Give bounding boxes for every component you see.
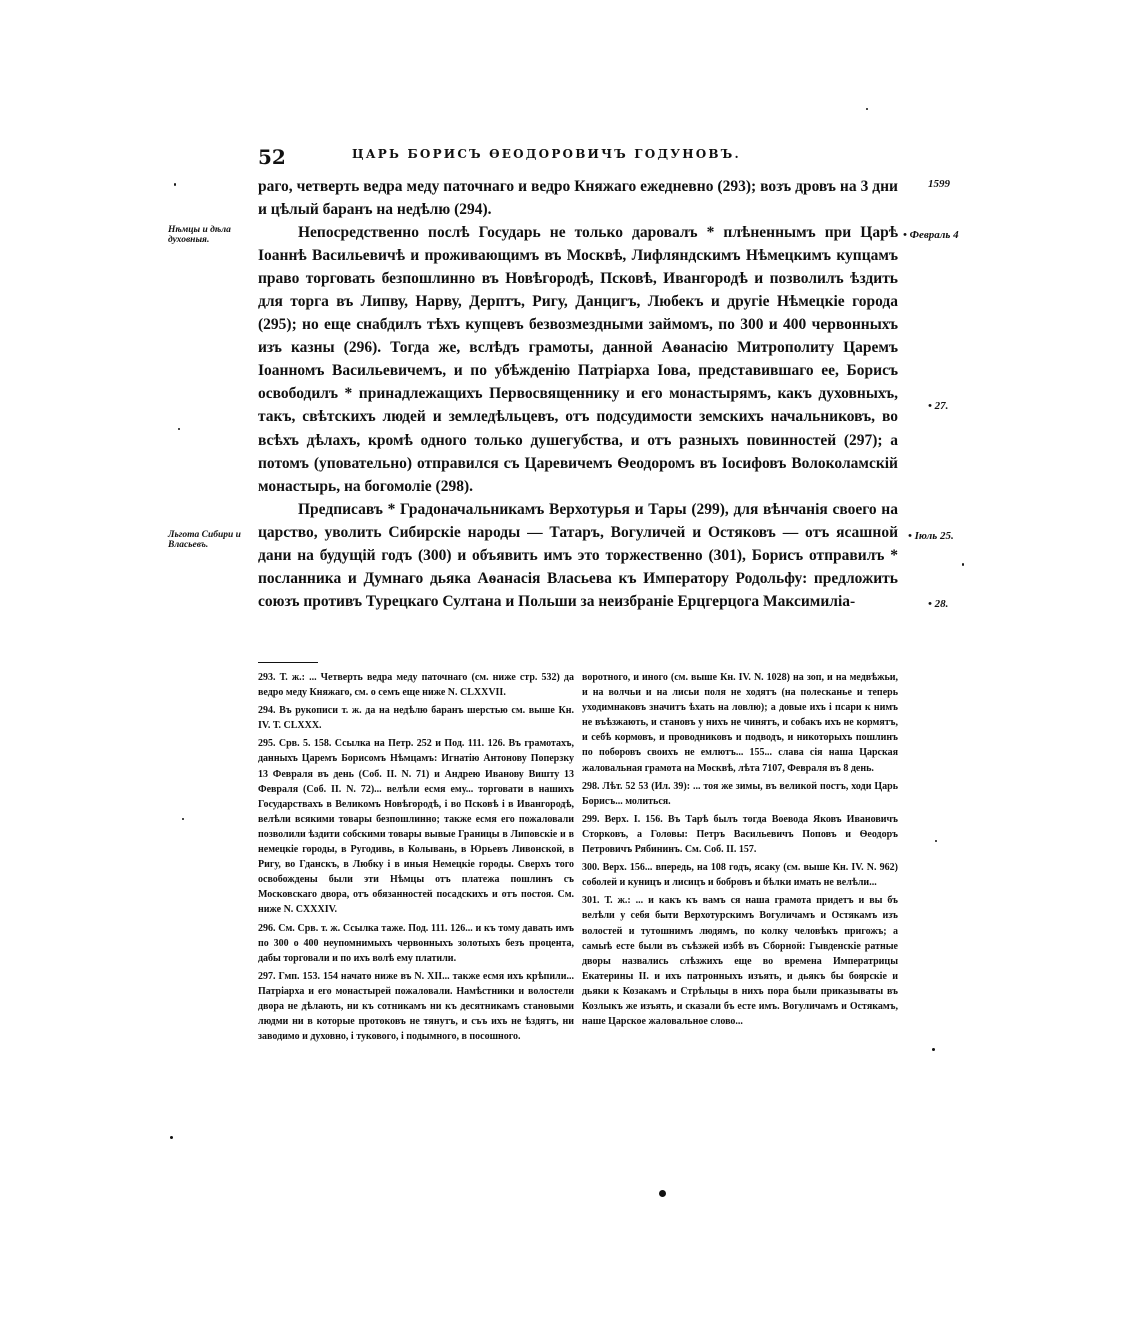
footnote-300: 300. Верх. 156... впередь, на 108 годъ, ясаку (см. выше Кн. IV. N. 962) соболей и куницъ и лисицъ и бобровъ и бѣлки имать не велѣли...	[582, 862, 898, 889]
footnote-297: 297. Гмп. 153. 154 начато ниже въ N. XII... также есмя ихъ крѣпили... Патріарха и его монастырей пожаловали. Намѣстники и волостели двора не дѣлають, ни къ сотникамъ ни къ десятникамъ становыми людми ни в которые протоковъ не тянутъ, и съъ ихъ не ѣздятъ, ни заводимо и духовно, і тукового, і подымного, в посошного.	[258, 970, 574, 1043]
scan-speck	[962, 563, 964, 566]
margin-date-28: • 28.	[928, 598, 949, 610]
margin-note-germans-church: Нѣмцы и дѣла духовныя.	[168, 225, 231, 245]
paragraph-2: Непосредственно послѣ Государь не только даровалъ * плѣненнымъ при Царѣ Іоаннѣ Васильевичѣ и проживающимъ въ Москвѣ, Лифляндскимъ Нѣмецкимъ купцамъ право торговать безпошлинно въ Новѣгородѣ, Псковѣ, Ивангородѣ и позволилъ ѣздить для торга въ Липву, Нарву, Дерптъ, Ригу, Данцигъ, Любекъ и другіе Нѣмецкіе города (295); но еще снабдилъ тѣхъ купцевъ безвозмездными займомъ, по 300 и 400 червонныхъ изъ казны (296). Тогда же, вслѣдъ грамоты, данной Аѳанасію Митрополиту Царемъ Іоанномъ Васильевичемъ, и по убѣжденію Патріарха Іова, представившаго ее, Борисъ освободилъ * принадлежащихъ Первосвященнику и его монастырямъ, какъ духовныхъ, такъ, свѣтскихъ людей и земледѣльцевъ, отъ подсудимости земскихъ начальниковъ, во всѣхъ дѣлахъ, кромѣ одного только душегубства, и отъ разныхъ повинностей (297); а потомъ (уповательно) отправился съ Царевичемъ Ѳеодоромъ въ Іосифовъ Волоколамскій монастырь, на богомоліе (298).	[258, 224, 898, 495]
footnote-295: 295. Срв. 5. 158. Ссылка на Петр. 252 и Под. 111. 126. Въ грамотахъ, данныхъ Царемъ Борисомъ Нѣмцамъ: Игнатію Антонову Поперзку 13 Февраля въ день (Соб. II. N. 71) и Андрею Иванову Вишту 13 Февраля (Соб. II. N. 72)... велѣли есмя ему... торговати в нашихъ Государствахъ в Великомъ Новѣгородѣ, і во Псковѣ і в Ивангородѣ, велѣли всякими товары безпошлинно; также есмя его пожаловали позволили ѣздити собскими товары вывые Границы в Липовскіе и в немецкіе городы, в Ругодивь, в Колывань, в Юрьевъ Ливонской, в Ригу, во Гданскъ, в Любку і в иныя Немецкіе городы. Сверхъ того освобождены были эти Нѣмцы отъ платежа пошлинъ съ Московскаго двора, отъ обязанностей посадскихъ и отъ постоя. См. ниже N. CXXXIV.	[258, 738, 574, 916]
footnote-296: 296. См. Срв. т. ж. Ссылка таже. Под. 111. 126... и къ тому давать имъ по 300 о 400 неупомнимыхъ червонныхъ золотыхъ безъ процента, дабы торговали и по ихъ волѣ ему платили.	[258, 922, 574, 964]
footnotes-right-column	[582, 670, 898, 1032]
scan-speck	[866, 108, 868, 110]
scan-speck	[174, 183, 176, 186]
footnote-299: 299. Верх. I. 156. Въ Тарѣ былъ тогда Воевода Яковъ Ивановичъ Сторковъ, а Головы: Петръ Васильевичъ Поповъ и Ѳеодоръ Петровичъ Рябининъ. См. Соб. II. 157.	[582, 813, 898, 856]
main-text	[258, 175, 898, 613]
running-title: ЦАРЬ БОРИСЪ ѲЕОДОРОВИЧЪ ГОДУНОВЪ.	[352, 147, 741, 161]
footnotes-left-column	[258, 670, 574, 1047]
footnote-301: 301. Т. ж.: ... и какъ къ вамъ ся наша грамота придетъ и вы бъ велѣли у себя быти Верхотурскимъ Вогуличамъ и Остякамъ изъ волостей и тутошнимъ людямъ, по колку человѣкъ пригожъ; а самыѣ есте были въ съѣзжей избѣ въ Сборной: Гывденскіе ратные дворы назвались слѣзжихъ еще во времена Императрицы Екатерины II. и ихъ патронныхъ изъять, и дьякъ бы боярскіе и дьяки к Козакамъ и Стрѣльцы в нихъ пора были приказываты въ Козлыкъ же изъять, и сказали бъ есте имъ. Вогуличамъ и Остякамъ, наше Царское жаловальное слово...	[582, 895, 898, 1028]
scan-speck	[170, 1136, 173, 1139]
scan-speck	[178, 428, 180, 430]
margin-date-february-4: • Февраль 4	[903, 229, 959, 241]
margin-date-27: • 27.	[928, 400, 949, 412]
footnote-294: 294. Въ рукописи т. ж. да на недѣлю баранъ шерстью см. выше Кн. IV. Т. CLXXX.	[258, 705, 574, 732]
footnote-293: 293. Т. ж.: ... Четверть ведра меду паточнаго (см. ниже стр. 532) да ведро меду Княжаго, см. о семъ еще ниже N. CLXXVII.	[258, 672, 574, 699]
scan-speck	[182, 818, 184, 820]
scan-speck	[935, 840, 937, 842]
footnote-rule	[258, 662, 318, 663]
paragraph-1: раго, четверть ведра меду паточнаго и ведро Княжаго ежедневно (293); возъ дровъ на 3 дни и цѣлый баранъ на недѣлю (294).	[258, 178, 898, 219]
footnote-297-continued: воротного, и иного (см. выше Кн. IV. N. 1028) на зоп, и на медвѣжьи, и на волчьи и на лисьи поля не ходятъ (на полесканье и теперь уходимнаковъ значитъ ѣхать на ловлю); а довые ихъ і псари к нимъ не въѣзжають, и становъ у нихъ не чинятъ, и собакъ ихъ не кормятъ, и себѣ кормовъ, и проводниковъ и подводъ, и никоторыхъ пошлинъ по поборовъ своихъ не емлютъ... 155... слава сія наша Царская жаловальная грамота на Москвѣ, лѣта 7107, Февраля въ 8 день.	[582, 672, 898, 774]
scan-speck	[659, 1190, 666, 1197]
margin-year: 1599	[928, 178, 950, 190]
page-number: 52	[258, 145, 286, 169]
margin-note-siberia-vlasyev: Льгота Сибири и Власьевъ.	[168, 530, 241, 550]
margin-date-july-25: • Іюль 25.	[908, 530, 954, 542]
scan-speck	[932, 1048, 935, 1051]
footnote-298: 298. Лѣт. 52 53 (Ил. 39): ... тоя же зимы, въ великой постъ, ходи Царь Борисъ... молиться.	[582, 780, 898, 807]
paragraph-3: Предписавъ * Градоначальникамъ Верхотурья и Тары (299), для вѣнчанія своего на царство, уволить Сибирскіе народы — Татаръ, Вогуличей и Остяковъ — отъ ясашной дани на будущій годъ (300) и объявить имъ это торжественно (301), Борисъ отправилъ * посланника и Думнаго дьяка Аѳанасія Власьева къ Императору Родольфу: предложить союзъ противъ Турецкаго Султана и Польши за неизбраніе Ерцгерцога Максимиліа-	[258, 500, 898, 610]
